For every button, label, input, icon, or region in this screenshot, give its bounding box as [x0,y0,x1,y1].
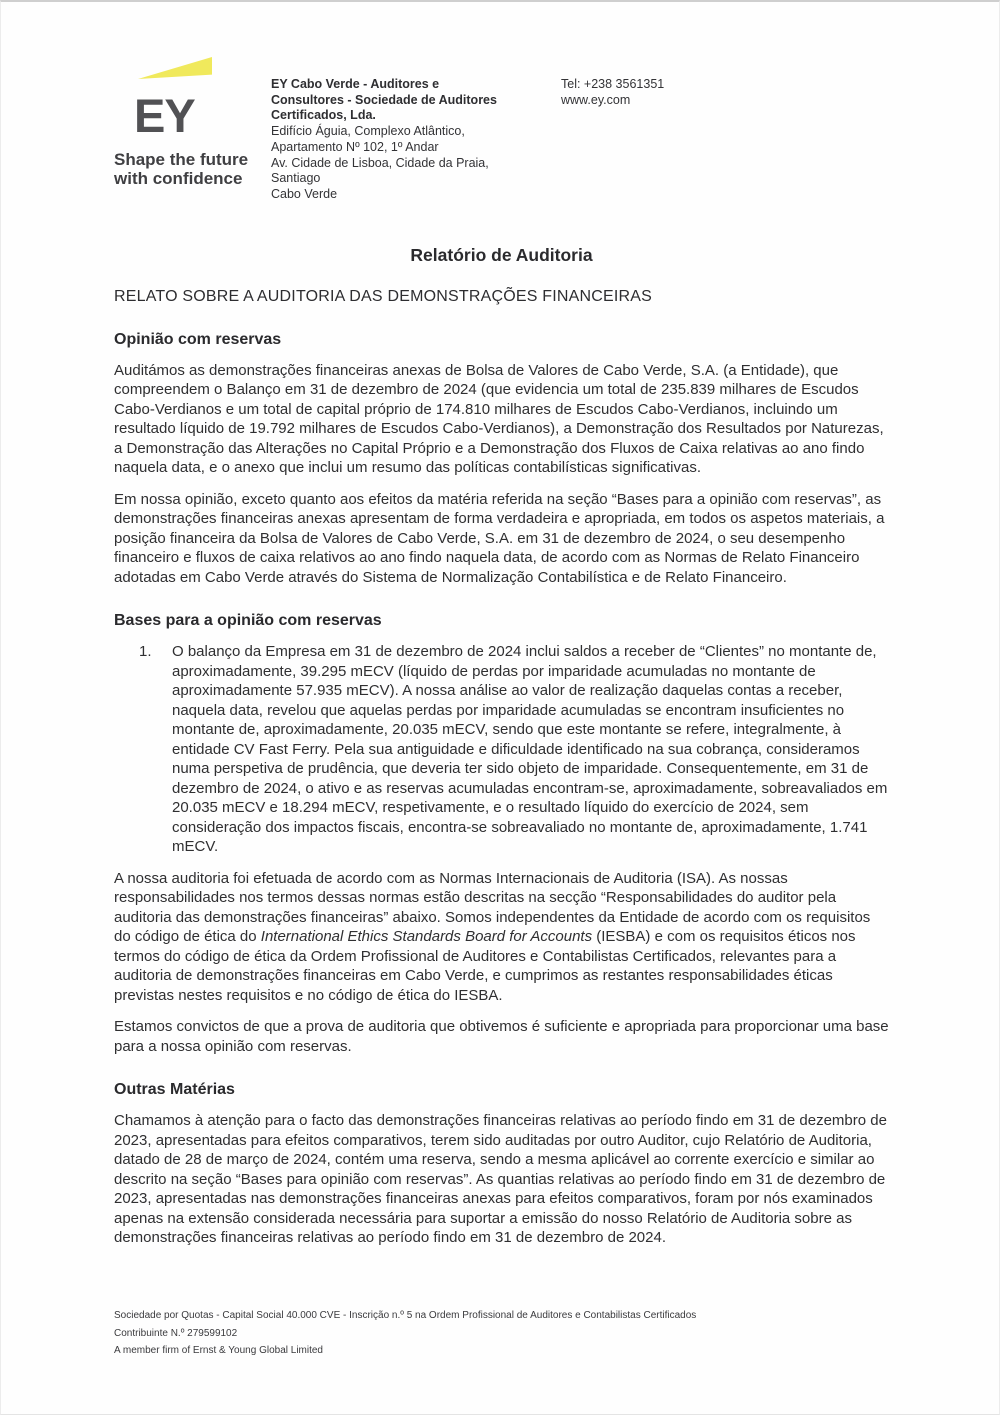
footer-taxpayer-line: Contribuinte N.º 279599102 [114,1327,238,1339]
basis-conviction-paragraph: Estamos convictos de que a prova de auditoria que obtivemos é suficiente e apropriada para proporcionar uma base para a nossa opinião com reservas. [114,1018,889,1055]
document-subtitle: RELATO SOBRE A AUDITORIA DAS DEMONSTRAÇÕES FINANCEIRAS [114,287,653,305]
firm-address [271,124,561,203]
firm-name [271,77,561,124]
opinion-paragraph-2: Em nossa opinião, exceto quanto aos efeitos da matéria referida na seção “Bases para a opinião com reservas”, as demonstrações financeiras anexas apresentam de forma verdadeira e apropriada, em todos os aspetos materiais, a posição financeira da Bolsa de Valores de Cabo Verde, S.A. em 31 de dezembro de 2024, o seu desempenho financeiro e fluxos de caixa relativos ao ano findo naquela data, de acordo com as Normas de Relato Financeiro adotadas em Cabo Verde através do Sistema de Normalização Contabilística e de Relato Financeiro. [114,490,885,586]
ey-tagline-line1: Shape the future [114,150,249,169]
list-item-number: 1. [139,643,152,661]
ey-tagline-line2: with confidence [114,169,243,188]
firm-address-line: Cabo Verde [271,186,338,201]
footer-registration-line: Sociedade por Quotas - Capital Social 40.000 CVE - Inscrição n.º 5 na Ordem Profissional de Auditores e Contabilistas Certificados [114,1310,697,1321]
firm-name-line: EY Cabo Verde - Auditores e [271,77,440,91]
ey-beam-icon [138,57,212,79]
footer-member-firm-line: A member firm of Ernst & Young Global Limited [114,1345,323,1356]
basis-isa-paragraph [114,869,889,1006]
section-heading-other-matters: Outras Matérias [114,1081,235,1099]
basis-isa-part2: (IESBA) e com os requisitos éticos nos termos do código de ética da Ordem Profissional de Auditores e Contabilistas Certificados, relevantes para a auditoria de demonstrações financeiras em Cabo Verde, e cumprimos as restantes responsabilidades éticas previstas nestes requisitos e no código de ética do IESBA. [114,928,856,1004]
firm-address-line: Av. Cidade de Lisboa, Cidade da Praia, [271,155,489,170]
section-heading-basis: Bases para a opinião com reservas [114,612,382,630]
website-url: www.ey.com [561,92,631,107]
page-footer [114,1307,899,1360]
basis-isa-part1: A nossa auditoria foi efetuada de acordo com as Normas Internacionais de Auditoria (ISA). As nossas responsabilidades nos termos dessas normas estão descritas na secção “Responsabilidades do auditor pela auditoria das demonstrações financeiras” abaixo. Somos independentes da Entidade de acordo com os requisitos do código de ética do [114,869,871,946]
firm-address-line: Santiago [271,171,321,186]
firm-address-line: Edifício Águia, Complexo Atlântico, [271,124,465,139]
letterhead [114,2,889,203]
firm-address-block [271,57,561,203]
document-title: Relatório de Auditoria [410,244,593,265]
phone-number: Tel: +238 3561351 [561,77,665,91]
ey-logo-letters: EY [134,89,195,142]
section-heading-opinion: Opinião com reservas [114,330,282,348]
basis-list-item-1 [114,642,889,857]
list-item-text: O balanço da Empresa em 31 de dezembro de 2024 inclui saldos a receber de “Clientes” no montante de, aproximadamente, 39.295 mECV (líquido de perdas por imparidade acumuladas no montante de aproximadamente 57.935 mECV). A nossa análise ao valor de realização daquelas contas a receber, naquela data, revelou que aquelas perdas por imparidade acumuladas se encontram insuficientes no montante de, aproximadamente, 20.035 mECV, sendo que este montante se refere, integralmente, à entidade CV Fast Ferry. Pela sua antiguidade e dificuldade identificado na sua cobrança, consideramos numa perspetiva de prudência, que deveria ter sido objeto de imparidade. Consequentemente, em 31 de dezembro de 2024, o ativo e as reservas acumuladas encontram-se, aproximadamente, sobreavaliados em 20.035 mECV e 18.294 mECV, respetivamente, e o resultado líquido do exercício de 2024, sem consideração dos impactos fiscais, encontra-se sobreavaliado no montante de, aproximadamente, 1.741 mECV. [172,643,888,856]
contact-block [561,57,664,203]
ey-logo [114,57,271,203]
firm-name-line: Consultores - Sociedade de Auditores [271,92,497,107]
ey-tagline [114,150,271,188]
opinion-paragraph-1: Auditámos as demonstrações financeiras anexas de Bolsa de Valores de Cabo Verde, S.A. (a Entidade), que compreendem o Balanço em 31 de dezembro de 2024 (que evidencia um total de 235.839 milhares de Escudos Cabo-Verdianos e um total de capital próprio de 174.810 milhares de Escudos Cabo-Verdianos, incluindo um resultado líquido de 19.792 milhares de Escudos Cabo-Verdianos), a Demonstração dos Resultados por Naturezas, a Demonstração das Alterações no Capital Próprio e a Demonstração dos Fluxos de Caixa relativas ao ano findo naquela data, e o anexo que inclui um resumo das políticas contabilísticas significativas. [114,361,884,477]
other-matters-paragraph: Chamamos à atenção para o facto das demonstrações financeiras relativas ao período findo em 31 de dezembro de 2023, apresentadas para efeitos comparativos, terem sido auditadas por outro Auditor, cujo Relatório de Auditoria, datado de 28 de março de 2024, contém uma reserva, sendo a mesma aplicável ao corrente exercício e similar ao descrito na seção “Bases para opinião com reservas”. As quantias relativas ao período findo em 31 de dezembro de 2023, apresentadas nas demonstrações financeiras anexas para efeitos comparativos, foram por nós examinados apenas na extensão considerada necessária para suportar a emissão do nosso Relatório de Auditoria sobre as demonstrações financeiras relativas ao período findo em 31 de dezembro de 2024. [114,1112,887,1247]
firm-address-line: Apartamento Nº 102, 1º Andar [271,139,439,154]
basis-isa-italic: International Ethics Standards Board for Accounts [260,928,593,946]
firm-name-line: Certificados, Lda. [271,108,376,123]
